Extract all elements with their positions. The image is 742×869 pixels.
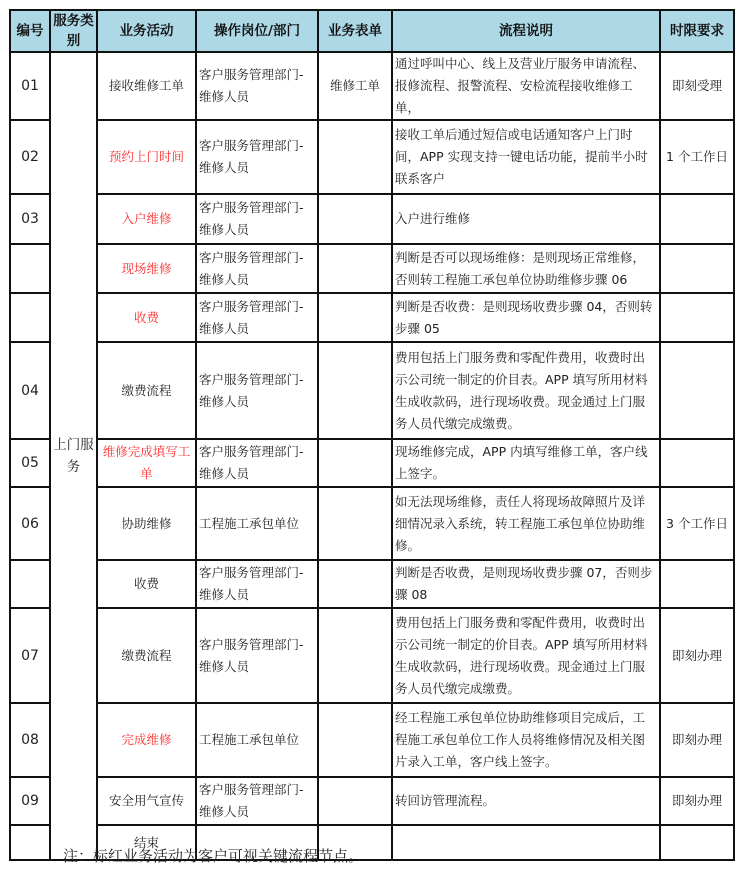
table-row	[10, 120, 734, 194]
dept-cell: 客户服务管理部门-维修人员	[196, 342, 318, 439]
header-activity: 业务活动	[97, 10, 196, 52]
activity-cell: 缴费流程	[97, 342, 196, 439]
header-description: 流程说明	[392, 10, 660, 52]
table-row	[10, 244, 734, 293]
row-number: 08	[10, 703, 50, 777]
time-limit-cell: 即刻受理	[660, 52, 734, 120]
time-limit-cell	[660, 293, 734, 342]
description-cell	[392, 825, 660, 860]
activity-cell: 入户维修	[97, 194, 196, 244]
table-row	[10, 487, 734, 560]
table-row	[10, 342, 734, 439]
description-cell: 现场维修完成，APP 内填写维修工单，客户线上签字。	[392, 439, 660, 487]
description-cell: 如无法现场维修，责任人将现场故障照片及详细情况录入系统，转工程施工承包单位协助维修。	[392, 487, 660, 560]
activity-cell: 协助维修	[97, 487, 196, 560]
dept-cell: 客户服务管理部门-维修人员	[196, 293, 318, 342]
activity-cell: 完成维修	[97, 703, 196, 777]
dept-cell: 客户服务管理部门-维修人员	[196, 439, 318, 487]
form-cell	[318, 703, 392, 777]
time-limit-cell	[660, 194, 734, 244]
row-number: 05	[10, 439, 50, 487]
dept-cell: 客户服务管理部门-维修人员	[196, 244, 318, 293]
activity-cell: 预约上门时间	[97, 120, 196, 194]
service-process-table	[9, 9, 735, 861]
header-no: 编号	[10, 10, 50, 52]
description-cell: 通过呼叫中心、线上及营业厅服务申请流程、报修流程、报警流程、安检流程接收维修工单，	[392, 52, 660, 120]
row-number: 06	[10, 487, 50, 560]
header-dept: 操作岗位/部门	[196, 10, 318, 52]
dept-cell: 工程施工承包单位	[196, 487, 318, 560]
time-limit-cell	[660, 244, 734, 293]
row-number: 09	[10, 777, 50, 825]
row-number: 01	[10, 52, 50, 120]
description-cell: 费用包括上门服务费和零配件费用，收费时出示公司统一制定的价目表。APP 填写所用材料生成收款码，进行现场收费。现金通过上门服务人员代缴完成缴费。	[392, 342, 660, 439]
activity-cell: 收费	[97, 293, 196, 342]
table-row	[10, 52, 734, 120]
form-cell	[318, 120, 392, 194]
footnote: 注：标红业务活动为客户可视关键流程节点。	[63, 847, 364, 865]
form-cell	[318, 194, 392, 244]
row-number	[10, 293, 50, 342]
activity-cell: 收费	[97, 560, 196, 608]
dept-cell: 客户服务管理部门-维修人员	[196, 777, 318, 825]
service-category: 上门服务	[50, 52, 97, 860]
description-cell: 判断是否收费：是则现场收费步骤 04，否则转步骤 05	[392, 293, 660, 342]
row-number: 04	[10, 342, 50, 439]
table-row	[10, 293, 734, 342]
activity-cell: 维修完成填写工单	[97, 439, 196, 487]
row-number	[10, 560, 50, 608]
activity-cell: 接收维修工单	[97, 52, 196, 120]
activity-cell: 现场维修	[97, 244, 196, 293]
description-cell: 判断是否收费，是则现场收费步骤 07，否则步骤 08	[392, 560, 660, 608]
description-cell: 费用包括上门服务费和零配件费用，收费时出示公司统一制定的价目表。APP 填写所用材料生成收款码，进行现场收费。现金通过上门服务人员代缴完成缴费。	[392, 608, 660, 703]
form-cell	[318, 487, 392, 560]
header-category: 服务类别	[50, 10, 97, 52]
header-row	[10, 10, 734, 52]
time-limit-cell: 即刻办理	[660, 608, 734, 703]
form-cell	[318, 244, 392, 293]
time-limit-cell: 3 个工作日	[660, 487, 734, 560]
dept-cell: 工程施工承包单位	[196, 703, 318, 777]
time-limit-cell	[660, 342, 734, 439]
description-cell: 入户进行维修	[392, 194, 660, 244]
row-number	[10, 825, 50, 860]
table-row	[10, 608, 734, 703]
activity-cell: 安全用气宣传	[97, 777, 196, 825]
activity-cell: 结束	[97, 825, 196, 860]
form-cell	[318, 342, 392, 439]
time-limit-cell	[660, 825, 734, 860]
form-cell	[318, 439, 392, 487]
form-cell	[318, 608, 392, 703]
description-cell: 判断是否可以现场维修：是则现场正常维修，否则转工程施工承包单位协助维修步骤 06	[392, 244, 660, 293]
form-cell: 维修工单	[318, 52, 392, 120]
table-row	[10, 560, 734, 608]
description-cell: 经工程施工承包单位协助维修项目完成后，工程施工承包单位工作人员将维修情况及相关图片录入工单，客户线上签字。	[392, 703, 660, 777]
time-limit-cell	[660, 560, 734, 608]
form-cell	[318, 560, 392, 608]
table-row	[10, 703, 734, 777]
dept-cell: 客户服务管理部门-维修人员	[196, 194, 318, 244]
table-row	[10, 194, 734, 244]
dept-cell: 客户服务管理部门-维修人员	[196, 52, 318, 120]
form-cell	[318, 777, 392, 825]
time-limit-cell: 即刻办理	[660, 703, 734, 777]
table-row	[10, 777, 734, 825]
row-number	[10, 244, 50, 293]
header-form: 业务表单	[318, 10, 392, 52]
description-cell: 接收工单后通过短信或电话通知客户上门时间，APP 实现支持一键电话功能，提前半小时联系客户	[392, 120, 660, 194]
dept-cell: 客户服务管理部门-维修人员	[196, 608, 318, 703]
description-cell: 转回访管理流程。	[392, 777, 660, 825]
form-cell	[318, 293, 392, 342]
time-limit-cell: 即刻办理	[660, 777, 734, 825]
row-number: 02	[10, 120, 50, 194]
dept-cell: 客户服务管理部门-维修人员	[196, 120, 318, 194]
row-number: 03	[10, 194, 50, 244]
table-row	[10, 439, 734, 487]
dept-cell: 客户服务管理部门-维修人员	[196, 560, 318, 608]
time-limit-cell: 1 个工作日	[660, 120, 734, 194]
header-time-limit: 时限要求	[660, 10, 734, 52]
row-number: 07	[10, 608, 50, 703]
time-limit-cell	[660, 439, 734, 487]
activity-cell: 缴费流程	[97, 608, 196, 703]
